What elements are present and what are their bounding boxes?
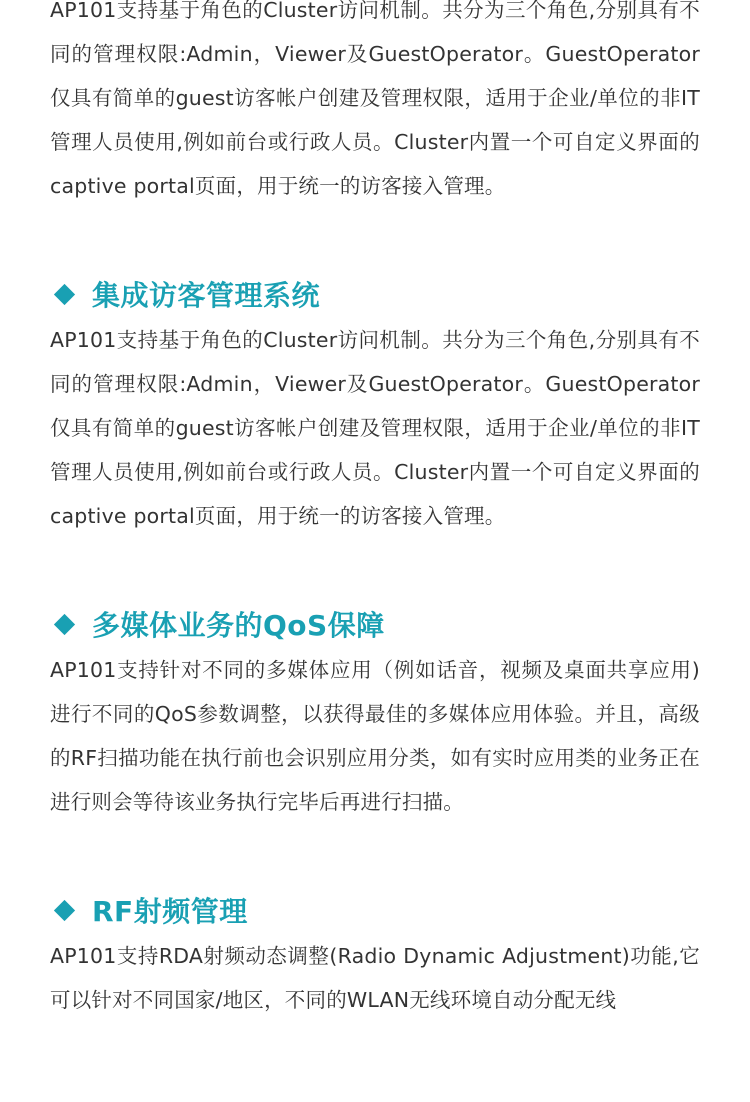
section-title: 多媒体业务的QoS保障	[92, 609, 385, 642]
section-rf-management	[0, 886, 750, 1022]
diamond-icon	[54, 899, 75, 920]
section-qos	[0, 600, 750, 824]
section-guest-management	[0, 270, 750, 538]
section-heading	[52, 270, 750, 318]
section-title: RF射频管理	[92, 895, 248, 928]
intro-paragraph: AP101支持基于角色的Cluster访问机制。共分为三个角色,分别具有不同的管理权限:Admin，Viewer及GuestOperator。GuestOperator仅具有简单的guest访客帐户创建及管理权限，适用于企业/单位的非IT管理人员使用,例如前台或行政人员。Cluster内置一个可自定义界面的captive portal页面，用于统一的访客接入管理。	[50, 0, 700, 198]
section-heading	[52, 600, 750, 648]
diamond-icon	[54, 283, 75, 304]
section-paragraph: AP101支持针对不同的多媒体应用（例如话音，视频及桌面共享应用)进行不同的QoS参数调整，以获得最佳的多媒体应用体验。并且，高级的RF扫描功能在执行前也会识别应用分类，如有实时应用类的业务正在进行则会等待该业务执行完毕后再进行扫描。	[50, 658, 700, 814]
section-paragraph: AP101支持基于角色的Cluster访问机制。共分为三个角色,分别具有不同的管理权限:Admin，Viewer及GuestOperator。GuestOperator仅具有简单的guest访客帐户创建及管理权限，适用于企业/单位的非IT管理人员使用,例如前台或行政人员。Cluster内置一个可自定义界面的captive portal页面，用于统一的访客接入管理。	[50, 328, 700, 528]
section-heading	[52, 886, 750, 934]
intro-section	[0, 0, 750, 208]
section-title: 集成访客管理系统	[92, 279, 321, 312]
diamond-icon	[54, 613, 75, 634]
section-paragraph: AP101支持RDA射频动态调整(Radio Dynamic Adjustment)功能,它可以针对不同国家/地区，不同的WLAN无线环境自动分配无线	[50, 944, 700, 1012]
